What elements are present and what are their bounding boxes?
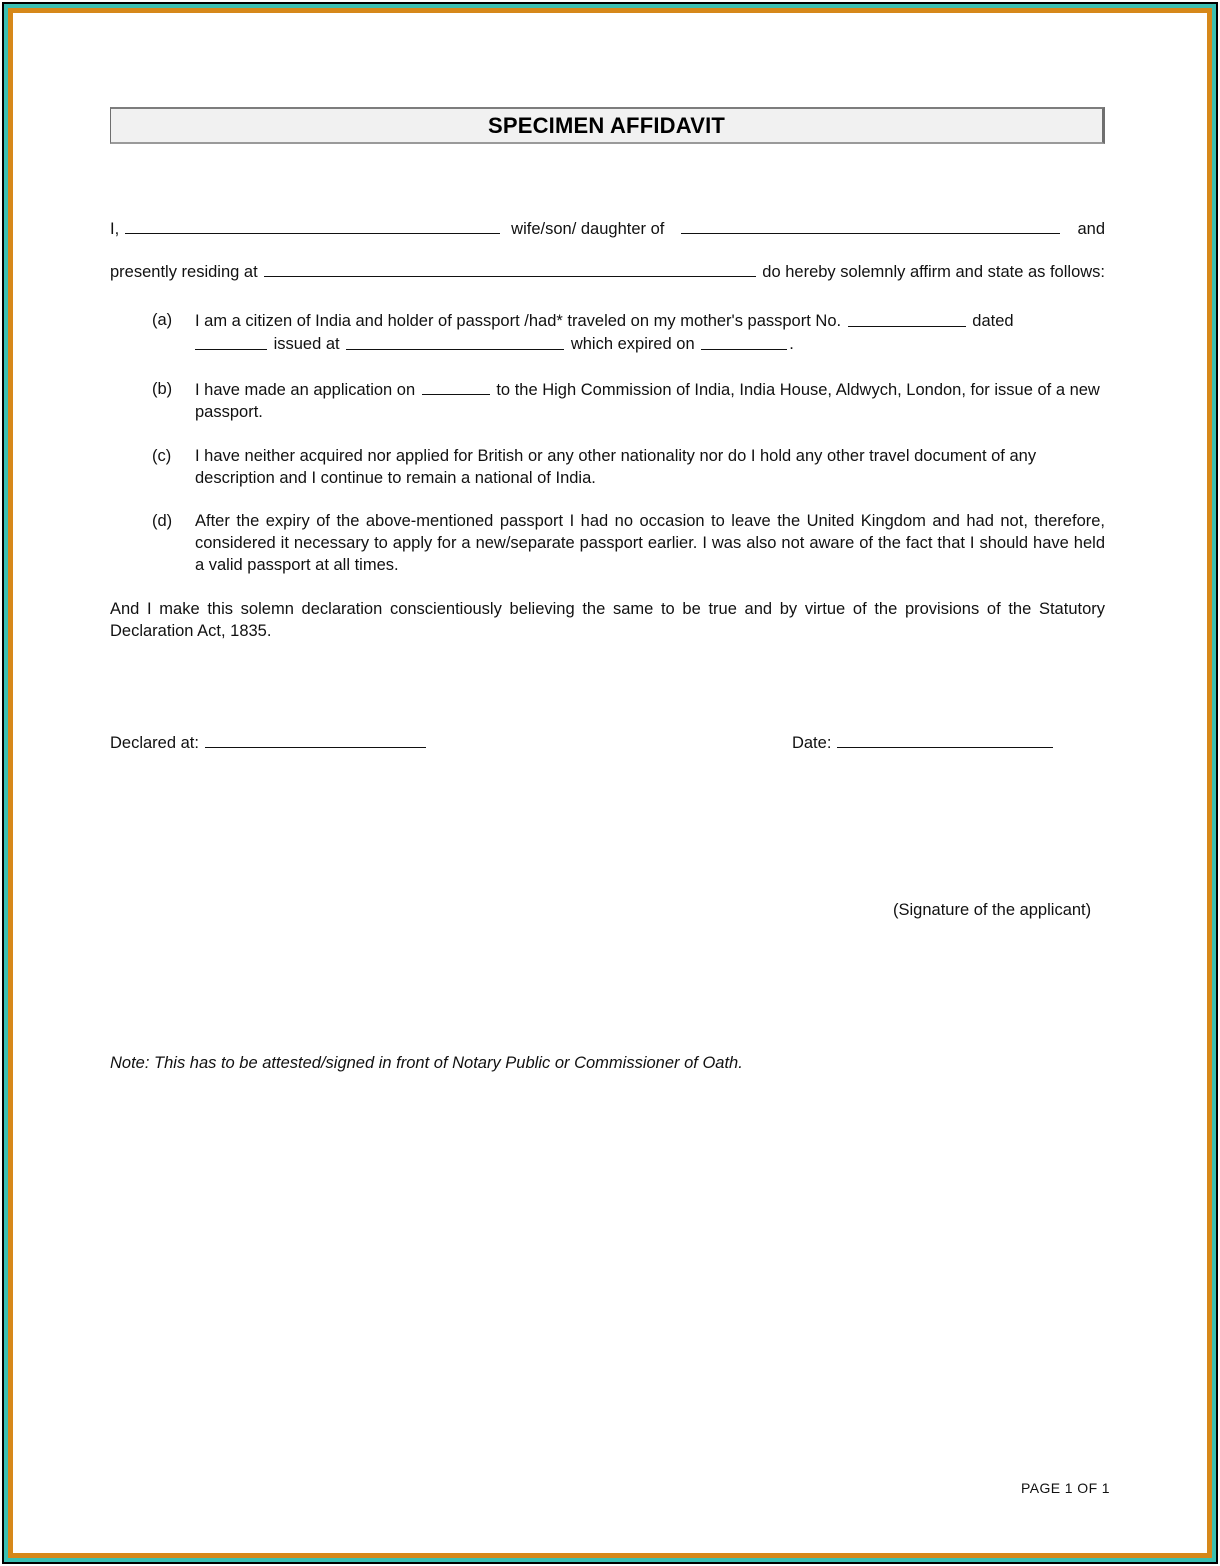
application-date-blank-field[interactable] (422, 379, 490, 395)
address-blank-field[interactable] (264, 260, 757, 277)
intro-line-1 (110, 217, 1105, 237)
clause-b (110, 379, 1105, 424)
clause-a-text-2: dated (972, 312, 1014, 331)
notary-note: Note: This has to be attested/signed in front of Notary Public or Commissioner of Oath. (110, 1053, 743, 1072)
clause-c (110, 446, 1105, 490)
clause-d-label: (d) (152, 512, 173, 531)
affirm-label: do hereby solemnly affirm and state as follows: (762, 262, 1105, 281)
clause-b-text-1: I have made an application on (195, 380, 416, 399)
date-label: Date: (791, 733, 832, 752)
frame-layer-black (2, 2, 1218, 1564)
clause-a-label: (a) (152, 311, 173, 330)
clause-b-text-2: to the High Commission of India, India House, Aldwych, London, for issue of a new passport. (195, 380, 1100, 421)
passport-number-blank-field[interactable] (848, 310, 966, 326)
date-blank-field[interactable] (837, 731, 1053, 748)
affidavit-intro (110, 217, 1105, 280)
name-blank-field[interactable] (125, 217, 500, 234)
clause-d-body: After the expiry of the above-mentioned passport I had no occasion to leave the United Kingdom and had not, therefore, considered it necessary to apply for a new/separate passport earlier. I was also not aware of the fact that I should have held a valid passport at all times. (195, 512, 1105, 575)
clause-c-label: (c) (152, 446, 172, 465)
expiry-date-blank-field[interactable] (701, 333, 787, 349)
intro-and-label: and (1077, 219, 1105, 238)
declared-at-label: Declared at: (110, 733, 199, 752)
clause-b-body (195, 379, 1105, 424)
clause-b-label: (b) (152, 379, 173, 398)
declared-date-row (110, 731, 1105, 753)
clause-a-text-4: which expired on (570, 335, 695, 354)
relation-name-blank-field[interactable] (681, 217, 1060, 234)
frame-layer-teal (4, 4, 1216, 1562)
clause-a-body (195, 310, 1105, 356)
issue-place-blank-field[interactable] (346, 333, 564, 349)
affidavit-clauses (110, 310, 1105, 577)
clause-a-text-5: . (789, 335, 794, 354)
page-footer: PAGE 1 OF 1 (1021, 1480, 1110, 1496)
declared-at-blank-field[interactable] (205, 731, 426, 748)
clause-a-text-3: issued at (273, 335, 340, 354)
declared-at-group (110, 731, 426, 753)
affidavit-document (110, 107, 1105, 1073)
declaration-paragraph: And I make this solemn declaration conscientiously believing the same to be true and by virtue of the provisions of the Statutory Declaration Act, 1835. (110, 600, 1105, 641)
clause-a-text-1: I am a citizen of India and holder of passport /had* traveled on my mother's passport No. (195, 312, 842, 331)
date-group (792, 731, 1053, 753)
clause-c-body: I have neither acquired nor applied for British or any other nationality nor do I hold any other travel document of any description and I continue to remain a national of India. (195, 446, 1037, 487)
residing-at-label: presently residing at (110, 262, 258, 281)
relation-label: wife/son/ daughter of (511, 219, 665, 238)
clause-a (110, 310, 1105, 356)
intro-line-2 (110, 260, 1105, 280)
document-title-box (110, 107, 1105, 144)
frame-layer-orange (8, 8, 1212, 1558)
page-title: SPECIMEN AFFIDAVIT (487, 112, 726, 138)
intro-i-label: I, (110, 219, 120, 238)
issue-date-blank-field[interactable] (195, 333, 267, 349)
signature-caption: (Signature of the applicant) (893, 900, 1092, 919)
page-canvas (13, 13, 1207, 1553)
clause-d (110, 511, 1105, 577)
